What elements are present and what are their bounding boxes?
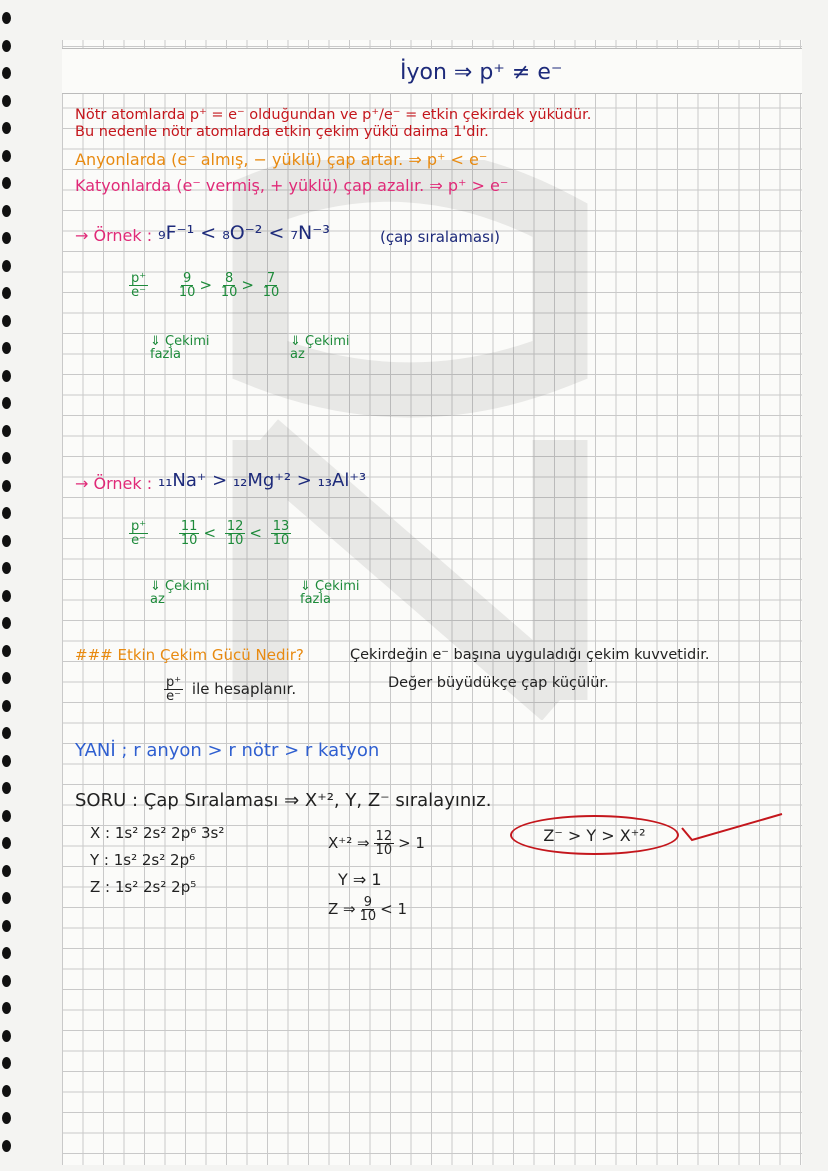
binder-hole	[2, 315, 11, 327]
example2-left-note: ⇓ Çekimi az	[150, 579, 210, 607]
binder-hole	[2, 232, 11, 244]
y-calc: Y ⇒ 1	[338, 870, 382, 889]
binder-hole	[2, 95, 11, 107]
example1-left-note: ⇓ Çekimi fazla	[150, 334, 210, 362]
binder-hole	[2, 397, 11, 409]
example1-label: → Örnek :	[75, 226, 153, 245]
page-title: İyon ⇒ p⁺ ≠ e⁻	[400, 60, 563, 85]
binder-hole	[2, 535, 11, 547]
binder-hole	[2, 947, 11, 959]
binder-hole	[2, 590, 11, 602]
x-calc: X⁺² ⇒ $\frac{12}{10}$ > 1	[328, 829, 425, 858]
check-mark-icon	[678, 808, 788, 848]
example1-note: (çap sıralaması)	[380, 228, 500, 246]
binder-hole	[2, 342, 11, 354]
binder-hole	[2, 1140, 11, 1152]
definition-formula: $\frac{p^+}{e^-}$ ile hesaplanır.	[166, 675, 297, 704]
binder-hole	[2, 1085, 11, 1097]
binder-hole	[2, 865, 11, 877]
binder-hole	[2, 645, 11, 657]
binder-hole	[2, 40, 11, 52]
binder-hole	[2, 12, 11, 24]
binder-hole	[2, 287, 11, 299]
config-x: X : 1s² 2s² 2p⁶ 3s²	[90, 824, 225, 842]
binder-hole	[2, 150, 11, 162]
binder-hole	[2, 67, 11, 79]
example1-right-note: ⇓ Çekimi az	[290, 334, 350, 362]
answer-text: Z⁻ > Y > X⁺²	[543, 825, 646, 845]
intro-line-2: Bu nedenle nötr atomlarda etkin çekim yükü daima 1'dir.	[75, 124, 489, 140]
binder-hole	[2, 920, 11, 932]
binder-hole	[2, 1030, 11, 1042]
binder-hole	[2, 727, 11, 739]
binder-hole	[2, 205, 11, 217]
binder-hole	[2, 425, 11, 437]
binder-hole	[2, 1057, 11, 1069]
binder-hole	[2, 810, 11, 822]
definition-heading: ### Etkin Çekim Gücü Nedir?	[75, 646, 304, 664]
answer-circle	[510, 815, 679, 855]
summary: YANİ ; r anyon > r nötr > r katyon	[75, 740, 380, 761]
binder-hole	[2, 617, 11, 629]
definition-text: Çekirdeğin e⁻ başına uyguladığı çekim kuvvetidir.	[350, 647, 710, 663]
question-text: SORU : Çap Sıralaması ⇒ X⁺², Y, Z⁻ sıralayınız.	[75, 790, 492, 811]
example1-ratios: $\frac{p^+}{e^-}$ $\frac{9}{10}$ > $\frac{8}{10}$ > $\frac{7}{10}$	[131, 271, 280, 300]
binder-hole	[2, 260, 11, 272]
config-y: Y : 1s² 2s² 2p⁶	[90, 851, 196, 869]
cation-rule: Katyonlarda (e⁻ vermiş, + yüklü) çap azalır. ⇒ p⁺ > e⁻	[75, 176, 509, 195]
binder-hole	[2, 892, 11, 904]
binder-hole	[2, 452, 11, 464]
binder-hole	[2, 700, 11, 712]
binder-hole	[2, 480, 11, 492]
binder-hole	[2, 122, 11, 134]
binder-hole	[2, 562, 11, 574]
binder-hole	[2, 672, 11, 684]
binder-hole	[2, 1112, 11, 1124]
binder-hole	[2, 1002, 11, 1014]
example2-label: → Örnek :	[75, 474, 153, 493]
definition-rule: Değer büyüdükçe çap küçülür.	[388, 675, 609, 691]
anion-rule: Anyonlarda (e⁻ almış, − yüklü) çap artar. ⇒ p⁺ < e⁻	[75, 150, 488, 169]
binder-hole	[2, 755, 11, 767]
example2-right-note: ⇓ Çekimi fazla	[300, 579, 360, 607]
config-z: Z : 1s² 2s² 2p⁵	[90, 878, 197, 896]
example1-series: ₉F⁻¹ < ₈O⁻² < ₇N⁻³	[158, 222, 330, 244]
binder-hole	[2, 370, 11, 382]
intro-line-1: Nötr atomlarda p⁺ = e⁻ olduğundan ve p⁺/e⁻ = etkin çekirdek yüküdür.	[75, 107, 592, 123]
binder-hole	[2, 975, 11, 987]
example2-ratios: $\frac{p^+}{e^-}$ $\frac{11}{10}$ < $\frac{12}{10}$ < $\frac{13}{10}$	[131, 519, 290, 548]
example2-series: ₁₁Na⁺ > ₁₂Mg⁺² > ₁₃Al⁺³	[158, 470, 367, 491]
binder-hole	[2, 837, 11, 849]
binder-hole	[2, 507, 11, 519]
z-calc: Z ⇒ $\frac{9}{10}$ < 1	[328, 895, 408, 924]
binder-hole	[2, 782, 11, 794]
binder-hole	[2, 177, 11, 189]
